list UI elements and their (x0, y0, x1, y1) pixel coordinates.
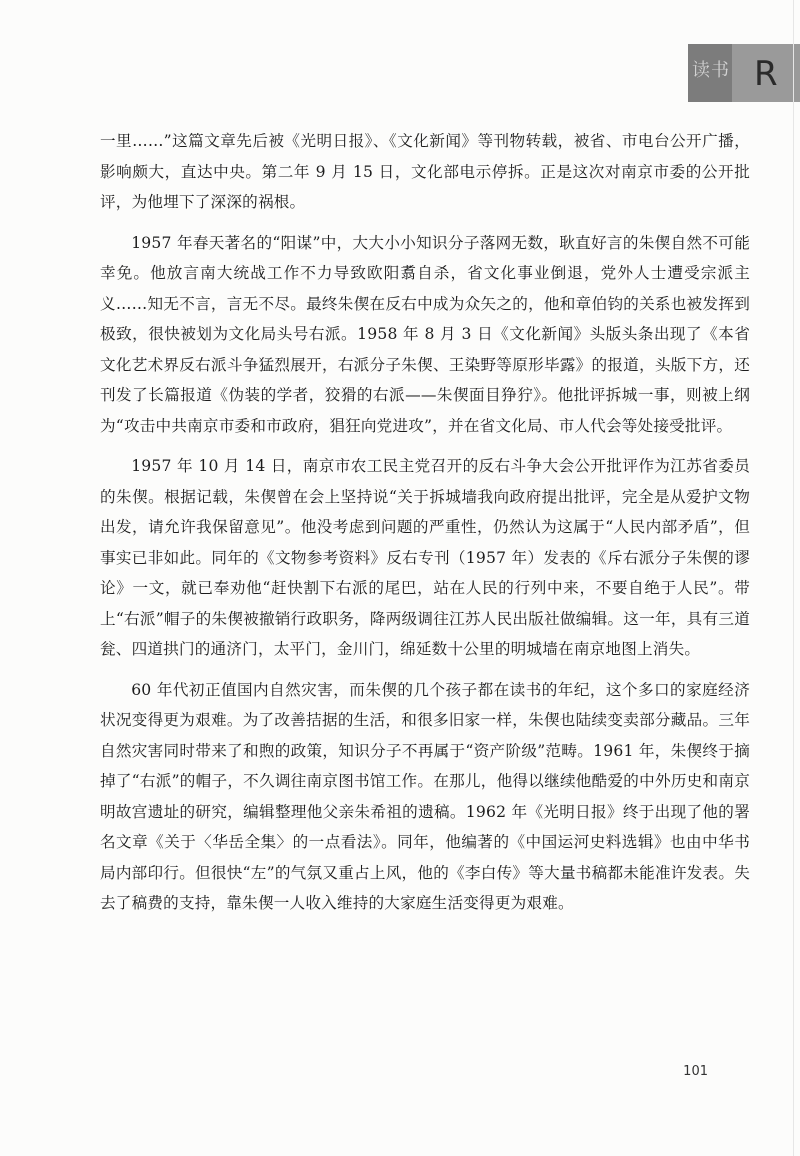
section-tab (688, 44, 800, 102)
paragraph-1: 一里……”这篇文章先后被《光明日报》、《文化新闻》等刊物转载，被省、市电台公开广播，影响颇大，直达中央。第二年 9 月 15 日，文化部电示停拆。正是这次对南京市委的公开批评，为他埋下了深深的祸根。 (100, 132, 750, 211)
page-number: 101 (683, 1064, 708, 1079)
section-tab-letter: R (754, 54, 778, 94)
scan-edge-line (793, 0, 794, 1156)
article-body (100, 126, 750, 929)
paragraph-3: 1957 年 10 月 14 日，南京市农工民主党召开的反右斗争大会公开批评作为江苏省委员的朱偰。根据记载，朱偰曾在会上坚持说“关于拆城墙我向政府提出批评，完全是从爱护文物出发，请允许我保留意见”。他没考虑到问题的严重性，仍然认为这属于“人民内部矛盾”，但事实已非如此。同年的《文物参考资料》反右专刊（1957 年）发表的《斥右派分子朱偰的谬论》一文，就已奉劝他“赶快割下右派的尾巴，站在人民的行列中来，不要自绝于人民”。带上“右派”帽子的朱偰被撤销行政职务，降两级调往江苏人民出版社做编辑。这一年，具有三道瓮、四道拱门的通济门，太平门，金川门，绵延数十公里的明城墙在南京地图上消失。 (100, 457, 750, 658)
section-tab-faint-text: 读书 (692, 60, 730, 81)
paragraph-4: 60 年代初正值国内自然灾害，而朱偰的几个孩子都在读书的年纪，这个多口的家庭经济状况变得更为艰难。为了改善拮据的生活，和很多旧家一样，朱偰也陆续变卖部分藏品。三年自然灾害同时带来了和煦的政策，知识分子不再属于“资产阶级”范畴。1961 年，朱偰终于摘掉了“右派”的帽子，不久调往南京图书馆工作。在那儿，他得以继续他酷爱的中外历史和南京明故宫遗址的研究，编辑整理他父亲朱希祖的遗稿。1962 年《光明日报》终于出现了他的署名文章《关于〈华岳全集〉的一点看法》。同年，他编著的《中国运河史料选辑》也由中华书局内部印行。但很快“左”的气氛又重占上风，他的《李白传》等大量书稿都未能准许发表。失去了稿费的支持，靠朱偰一人收入维持的大家庭生活变得更为艰难。 (100, 680, 750, 912)
paragraph-2: 1957 年春天著名的“阳谋”中，大大小小知识分子落网无数，耿直好言的朱偰自然不可能幸免。他放言南大统战工作不力导致欧阳翥自杀，省文化事业倒退，党外人士遭受宗派主义……知无不言，言无不尽。最终朱偰在反右中成为众矢之的，他和章伯钧的关系也被发挥到极致，很快被划为文化局头号右派。1958 年 8 月 3 日《文化新闻》头版头条出现了《本省文化艺术界反右派斗争猛烈展开，右派分子朱偰、王染野等原形毕露》的报道，头版下方，还刊发了长篇报道《伪装的学者，狡猾的右派——朱偰面目狰狞》。他批评拆城一事，则被上纲为“攻击中共南京市委和市政府，猖狂向党进攻”，并在省文化局、市人代会等处接受批评。 (100, 233, 750, 435)
